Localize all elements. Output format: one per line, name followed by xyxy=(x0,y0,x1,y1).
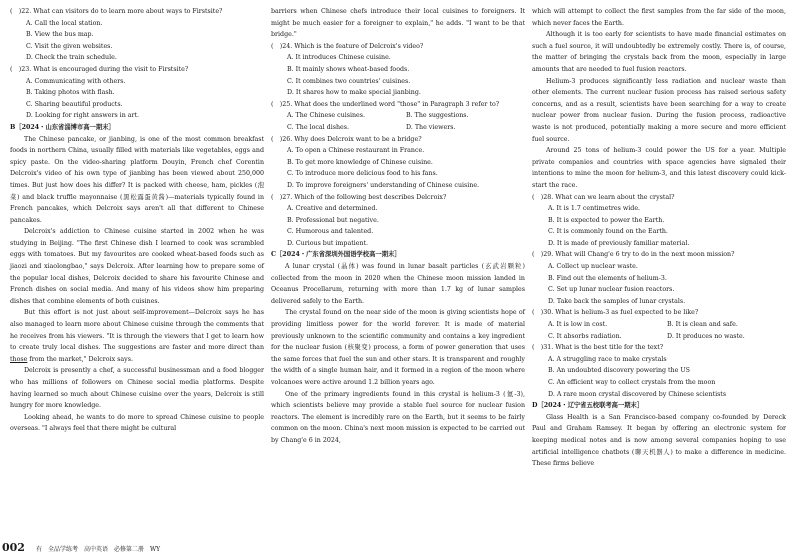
options-25-row-2 xyxy=(271,122,525,134)
option-26b: B. To get more knowledge of Chinese cuisine. xyxy=(287,158,433,166)
section-d-heading: D［2024・辽宁省五校联考高一期末］ xyxy=(532,402,644,410)
question-25: ( )25. What does the underlined word "those" in Paragraph 3 refer to? xyxy=(271,100,500,108)
question-27: ( )27. Which of the following best describes Delcroix? xyxy=(271,193,447,201)
option-30b: B. It is clean and safe. xyxy=(667,321,738,329)
option-29d: D. Take back the samples of lunar crystals. xyxy=(548,297,686,305)
option-24d: D. It shares how to make special jianbing. xyxy=(287,89,421,97)
option-29c: C. Set up lunar nuclear fusion reactors. xyxy=(548,286,675,294)
question-28: ( )28. What can we learn about the crystal? xyxy=(532,193,675,201)
option-31b: B. An undoubted discovery powering the US xyxy=(548,367,690,375)
passage-b-paragraph-5: Looking ahead, he wants to do more to spread Chinese cuisine to people overseas. "I always feel that there might be cultural xyxy=(10,413,264,433)
passage-b-paragraph-3-part-2: from the market," Delcroix says. xyxy=(29,355,133,363)
book-info: 有 全品学练考 高中英语 必修第二册 WY xyxy=(36,546,161,553)
option-31a: A. A struggling race to make crystals xyxy=(548,355,667,363)
passage-c-paragraph-2: The crystal found on the near side of the moon is giving scientists hope of providing limitless power for the world forever. It is made of material previously unknown to the scientific community and contains a key ingredient for the nuclear fusion (核聚变) process, a form of power generation that uses the same forces that fuel the sun and other stars. It is transparent and roughly the width of a single human hair, and it formed in a region of the moon where volcanoes were active around 1.2 billion years ago. xyxy=(271,309,525,386)
options-30-row-2 xyxy=(532,331,786,343)
page-footer xyxy=(0,540,793,554)
option-27c: C. Humorous and talented. xyxy=(287,228,374,236)
option-27d: D. Curious but impatient. xyxy=(287,239,369,247)
option-25d: D. The viewers. xyxy=(406,123,456,131)
option-28b: B. It is expected to power the Earth. xyxy=(548,216,665,224)
question-24: ( )24. Which is the feature of Delcroix's video? xyxy=(271,42,424,50)
passage-b-paragraph-1: The Chinese pancake, or jianbing, is one of the most common breakfast foods in northern China, usually filled with materials like vegetables, eggs and spicy paste. On the video-sharing platform Douyin, French chef Corentin Delcroix's video of his own type of jianbing has been viewed about 250,000 times. But just how does his differ? It is packed with cheese, ham, pickles (泡菜) and black truffle mayonnaise (黑松露蛋黄酱)—materials typically found in French pancakes, which Delcroix says aren't all that different to Chinese pancakes. xyxy=(10,135,264,224)
passage-c-paragraph-3: One of the primary ingredients found in this crystal is helium-3 (氦-3), which scientists believe may provide a stable fuel source for nuclear fusion reactors. The element is incredibly rare on the Earth, but it seems to be fairly common on the moon. China's next moon mission is expected to be carried out by Chang'e 6 in 2024, xyxy=(271,390,525,444)
underlined-word-those: those xyxy=(10,355,28,363)
option-24b: B. It mainly shows wheat-based foods. xyxy=(287,65,410,73)
question-30: ( )30. What is helium-3 as fuel expected to be like? xyxy=(532,309,699,317)
option-27b: B. Professional but negative. xyxy=(287,216,379,224)
passage-d-paragraph-1: Glass Health is a San Francisco-based company co-founded by Dereck Paul and Graham Ramsey. It began by offering an electronic system for keeping medical notes and is now among several companies hoping to use artificial intelligence chatbots (聊天机器人) to make a difference in medicine. These firms believe xyxy=(532,413,786,468)
question-26: ( )26. Why does Delcroix want to be a bridge? xyxy=(271,135,422,143)
column-middle xyxy=(271,6,525,447)
option-25c: C. The local dishes. xyxy=(287,123,349,131)
option-22c: C. Visit the given websites. xyxy=(26,42,113,50)
passage-b-paragraph-4: Delcroix is presently a chef, a successful businessman and a food blogger who has millions of followers on Chinese social media platforms. Despite having learned so much about Chinese cuisine over the years, Delcroix is still hungry for more knowledge. xyxy=(10,367,264,410)
passage-b-paragraph-3-part-1: But this effort is not just about self-improvement—Delcroix says he has also managed to learn more about Chinese cuisine through the comments that he receives from his viewers. "It is through the viewers that I get to learn how to create truly local dishes. The suggestions are faster and more direct than xyxy=(10,309,264,352)
passage-c-paragraph-4: Although it is too early for scientists to have made financial estimates on such a fuel source, it will undoubtedly be extremely costly. There is, of course, the matter of bringing the crystals back from the moon, especially in large amounts that are needed to fuel fusion reactors. xyxy=(532,31,786,73)
option-31c: C. An efficient way to collect crystals from the moon xyxy=(548,379,716,386)
page-number: 002 xyxy=(2,541,25,554)
option-28c: C. It is commonly found on the Earth. xyxy=(548,228,668,236)
column-left xyxy=(10,6,264,435)
passage-c-paragraph-1: A lunar crystal (晶体) was found in lunar basalt particles (玄武岩颗粒) collected from the moon in 2020 when the Chinese moon mission landed in Oceanus Procellarum, returning with more than 1.7 kg of lunar samples delivered safely to the Earth. xyxy=(271,263,525,305)
option-30d: D. It produces no waste. xyxy=(667,332,745,340)
question-31: ( )31. What is the best title for the text? xyxy=(532,344,664,352)
passage-b-paragraph-2: Delcroix's addiction to Chinese cuisine started in 2002 when he was studying in Beijing. "The first Chinese dish I learned to cook was scrambled eggs with tomatoes. But my favourites are cooked wheat-based foods such as jiaozi and xiaolongbao," says Delcroix. After learning how to prepare some of the popular local dishes, Delcroix decided to share his favourite Chinese and French dishes on social media. And many of his videos show him preparing dishes that combine elements of both cuisines. xyxy=(10,228,264,305)
passage-c-paragraph-3-cont: which will attempt to collect the first samples from the far side of the moon, which never faces the Earth. xyxy=(532,8,786,27)
question-22: ( )22. What can visitors do to learn more about ways to Firstsite? xyxy=(10,8,223,15)
passage-b-paragraph-5-cont: barriers when Chinese chefs introduce their local cuisines to foreigners. It might be much easier for a foreigner to explain," he adds. "I want to be that bridge." xyxy=(271,8,525,39)
options-30-row-1 xyxy=(532,319,786,331)
option-26d: D. To improve foreigners' understanding of Chinese cuisine. xyxy=(287,181,480,189)
option-28d: D. It is made of previously familiar material. xyxy=(548,239,690,247)
option-24a: A. It introduces Chinese cuisine. xyxy=(287,54,391,62)
column-right xyxy=(532,6,786,470)
question-23: ( )23. What is encouraged during the visit to Firstsite? xyxy=(10,65,189,73)
option-24c: C. It combines two countries' cuisines. xyxy=(287,77,411,85)
option-30c: C. It absorbs radiation. xyxy=(548,332,622,340)
option-22a: A. Call the local station. xyxy=(26,19,103,27)
option-29b: B. Find out the elements of helium-3. xyxy=(548,274,667,282)
option-23b: B. Taking photos with flash. xyxy=(26,89,115,97)
option-23a: A. Communicating with others. xyxy=(26,77,126,85)
section-c-heading: C［2024・广东省深圳外国语学校高一期末］ xyxy=(271,251,401,259)
option-23d: D. Looking for right answers in art. xyxy=(26,112,140,120)
option-28a: A. It is 1.7 centimetres wide. xyxy=(548,205,641,213)
option-25b: B. The suggestions. xyxy=(406,112,469,120)
option-23c: C. Sharing beautiful products. xyxy=(26,100,123,108)
option-26a: A. To open a Chinese restaurant in France. xyxy=(287,147,425,155)
passage-c-paragraph-6: Around 25 tons of helium-3 could power the US for a year. Multiple private companies and countries with space agencies have signaled their intentions to mine the moon for helium-3, and this latest discovery could kick-start the race. xyxy=(532,147,786,189)
option-30a: A. It is low in cost. xyxy=(548,321,608,329)
option-29a: A. Collect up nuclear waste. xyxy=(548,263,638,271)
option-25a: A. The Chinese cuisines. xyxy=(287,112,366,120)
question-29: ( )29. What will Chang'e 6 try to do in the next moon mission? xyxy=(532,251,735,259)
option-22d: D. Check the train schedule. xyxy=(26,54,117,62)
option-31d: D. A rare moon crystal discovered by Chinese scientists xyxy=(548,390,727,398)
passage-c-paragraph-5: Helium-3 produces significantly less radiation and nuclear waste than other elements. The current nuclear fusion process has raised serious safety concerns, and as a result, scientists have been searching for a way to create nuclear power from nuclear fusion. During the fusion process, radioactive waste is not produced, potentially making a more secure and more efficient fuel source. xyxy=(532,77,786,143)
option-27a: A. Creative and determined. xyxy=(287,205,378,213)
section-b-heading: B［2024・山东省淄博市高一期末］ xyxy=(10,123,115,131)
option-26c: C. To introduce more delicious food to his fans. xyxy=(287,170,438,178)
options-25-row-1 xyxy=(271,110,525,122)
option-22b: B. View the bus map. xyxy=(26,31,94,39)
passage-b-paragraph-3 xyxy=(10,307,264,365)
